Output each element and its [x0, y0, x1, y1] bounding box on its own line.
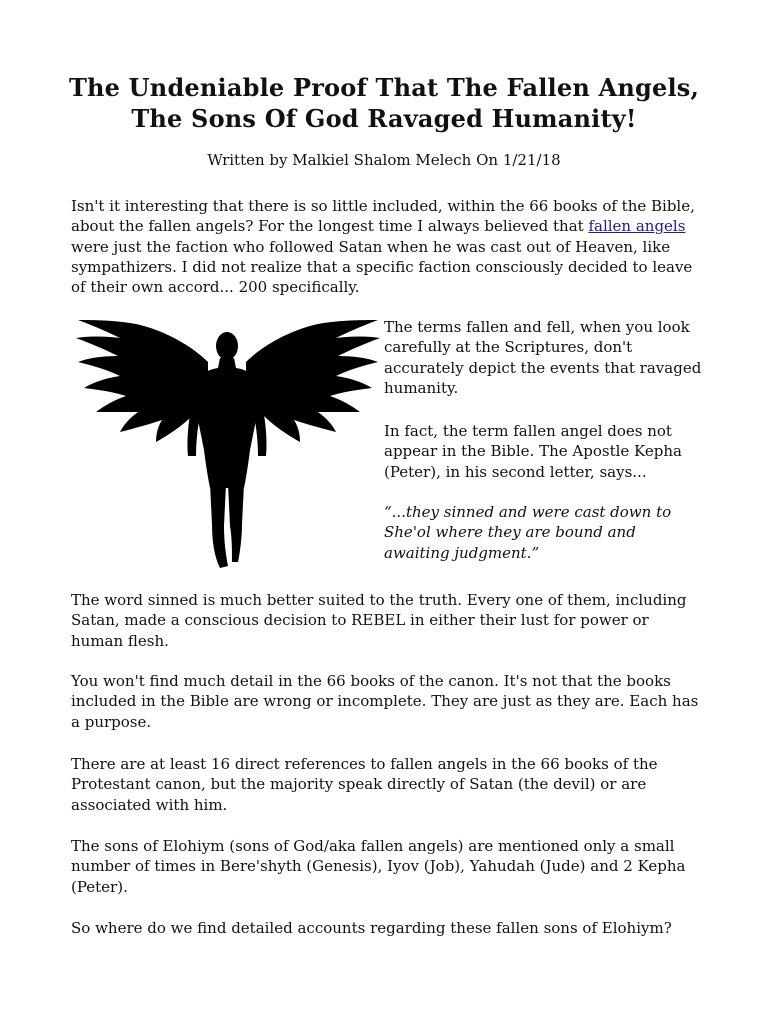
title-line-2: The Sons Of God Ravaged Humanity! [131, 104, 637, 133]
intro-text-before-link: Isn't it interesting that there is so little included, within the 66 books of the Bible, about the fallen angels? For the longest time I always believed that [71, 197, 695, 236]
page-title [40, 72, 728, 134]
body-paragraph-1: The word sinned is much better suited to the truth. Every one of them, including Satan, made a conscious decision to REBEL in either their lust for power or human flesh. [71, 591, 687, 650]
fallen-angels-link[interactable]: fallen angels [588, 217, 686, 236]
body-paragraph-4: The sons of Elohiym (sons of God/aka fallen angels) are mentioned only a small number of times in Bere'shyth (Genesis), Iyov (Job), Yahudah (Jude) and 2 Kepha (Peter). [71, 837, 686, 896]
intro-paragraph [71, 196, 699, 297]
side-paragraph-2: In fact, the term fallen angel does not appear in the Bible. The Apostle Kepha (Peter), in his second letter, says... [384, 422, 682, 481]
byline: Written by Malkiel Shalom Melech On 1/21/18 [207, 151, 561, 169]
scripture-quote: “...they sinned and were cast down to She'ol where they are bound and awaiting judgment.” [384, 503, 672, 562]
intro-text-after-link: were just the faction who followed Satan when he was cast out of Heaven, like sympathizers. I did not realize that a specific faction consciously decided to leave of their own accord... 200 specifically. [71, 237, 693, 297]
title-line-1: The Undeniable Proof That The Fallen Angels, [68, 73, 700, 102]
body-paragraph-3: There are at least 16 direct references to fallen angels in the 66 books of the Protestant canon, but the majority speak directly of Satan (the devil) or are associated with him. [71, 755, 658, 814]
side-paragraph-1: The terms fallen and fell, when you look carefully at the Scriptures, don't accurately depict the events that ravaged humanity. [384, 318, 702, 397]
angel-silhouette-icon [74, 316, 380, 572]
body-paragraph-5: So where do we find detailed accounts regarding these fallen sons of Elohiym? [71, 919, 672, 937]
body-paragraph-2: You won't find much detail in the 66 books of the canon. It's not that the books included in the Bible are wrong or incomplete. They are just as they are. Each has a purpose. [71, 672, 699, 731]
